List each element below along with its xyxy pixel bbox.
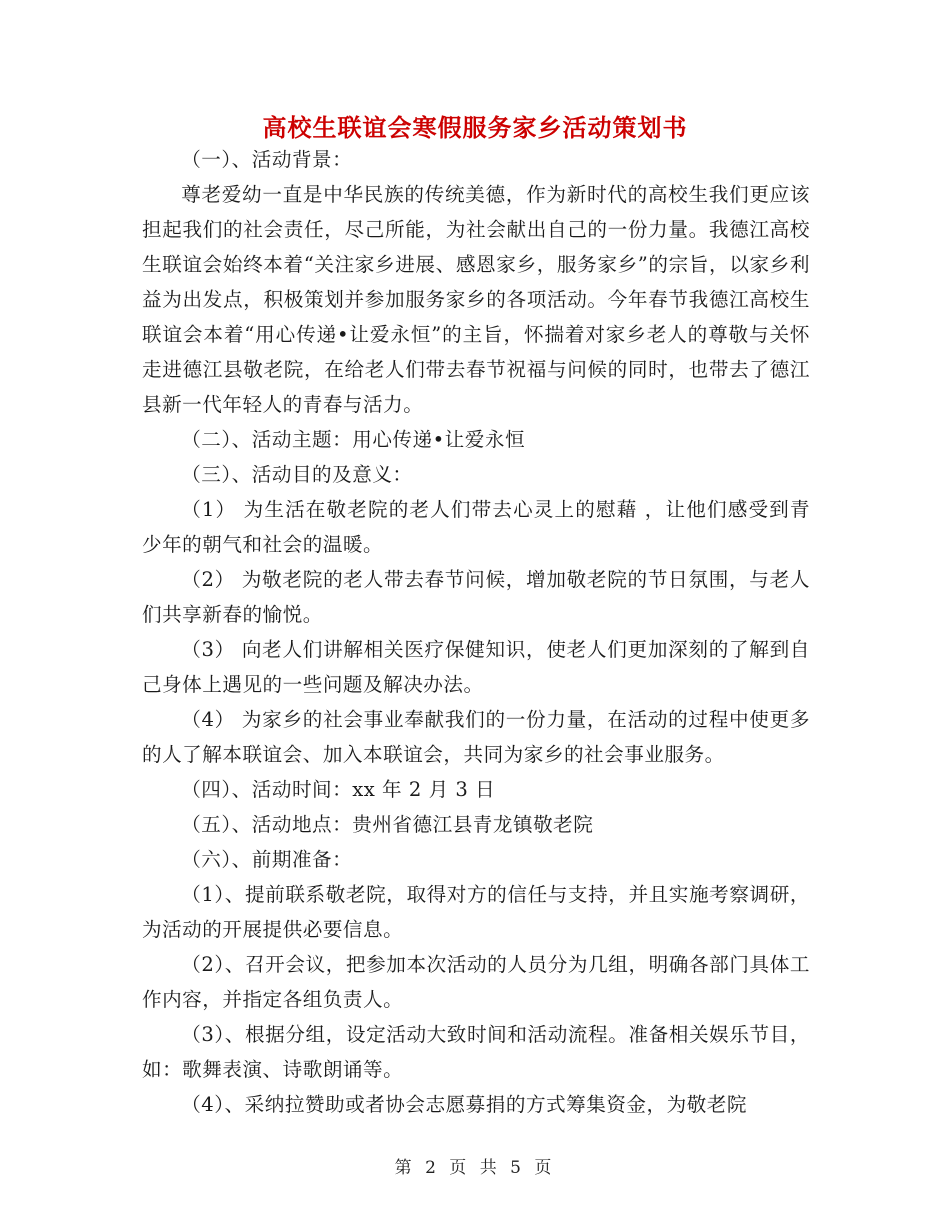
section-heading-preparation: （六）、前期准备：: [181, 848, 353, 871]
document-title: 高校生联谊会寒假服务家乡活动策划书: [262, 113, 688, 142]
purpose-item-2: （2） 为敬老院的老人带去春节问候，增加敬老院的节日氛围，与老人们共享新春的愉悦。: [142, 568, 810, 626]
preparation-item-3: （3）、根据分组，设定活动大致时间和活动流程。准备相关娱乐节目，如：歌舞表演、诗歌朗诵等。: [142, 1023, 810, 1081]
section-heading-time: （四）、活动时间：xx 年 2 月 3 日: [181, 778, 496, 801]
document-body: [142, 142, 810, 1122]
purpose-item-1: （1） 为生活在敬老院的老人们带去心灵上的慰藉 ，让他们感受到青少年的朝气和社会的温暖。: [142, 498, 810, 556]
background-paragraph: 尊老爱幼一直是中华民族的传统美德，作为新时代的高校生我们更应该担起我们的社会责任，尽己所能，为社会献出自己的一份力量。我德江高校生联谊会始终本着“关注家乡进展、感恩家乡，服务家乡”的宗旨，以家乡利益为出发点，积极策划并参加服务家乡的各项活动。今年春节我德江高校生联谊会本着“用心传递•让爱永恒”的主旨，怀揣着对家乡老人的尊敬与关怀走进德江县敬老院，在给老人们带去春节祝福与问候的同时，也带去了德江县新一代年轻人的青春与活力。: [142, 183, 810, 416]
preparation-item-1: （1）、提前联系敬老院，取得对方的信任与支持，并且实施考察调研，为活动的开展提供必要信息。: [142, 883, 810, 941]
purpose-item-4: （4） 为家乡的社会事业奉献我们的一份力量，在活动的过程中使更多的人了解本联谊会、加入本联谊会，共同为家乡的社会事业服务。: [142, 708, 810, 766]
section-heading-location: （五）、活动地点：贵州省德江县青龙镇敬老院: [181, 813, 594, 836]
purpose-item-3: （3） 向老人们讲解相关医疗保健知识，使老人们更加深刻的了解到自己身体上遇见的一些问题及解决办法。: [142, 638, 810, 696]
preparation-item-2: （2）、召开会议，把参加本次活动的人员分为几组，明确各部门具体工作内容，并指定各组负责人。: [142, 953, 810, 1011]
section-heading-theme: （二）、活动主题：用心传递•让爱永恒: [181, 428, 526, 451]
section-heading-background: （一）、活动背景：: [181, 148, 353, 171]
page-number-footer: 第 2 页 共 5 页: [394, 1158, 556, 1178]
preparation-item-4: （4）、采纳拉赞助或者协会志愿募捐的方式筹集资金，为敬老院: [181, 1093, 747, 1116]
section-heading-purpose: （三）、活动目的及意义：: [181, 463, 413, 486]
